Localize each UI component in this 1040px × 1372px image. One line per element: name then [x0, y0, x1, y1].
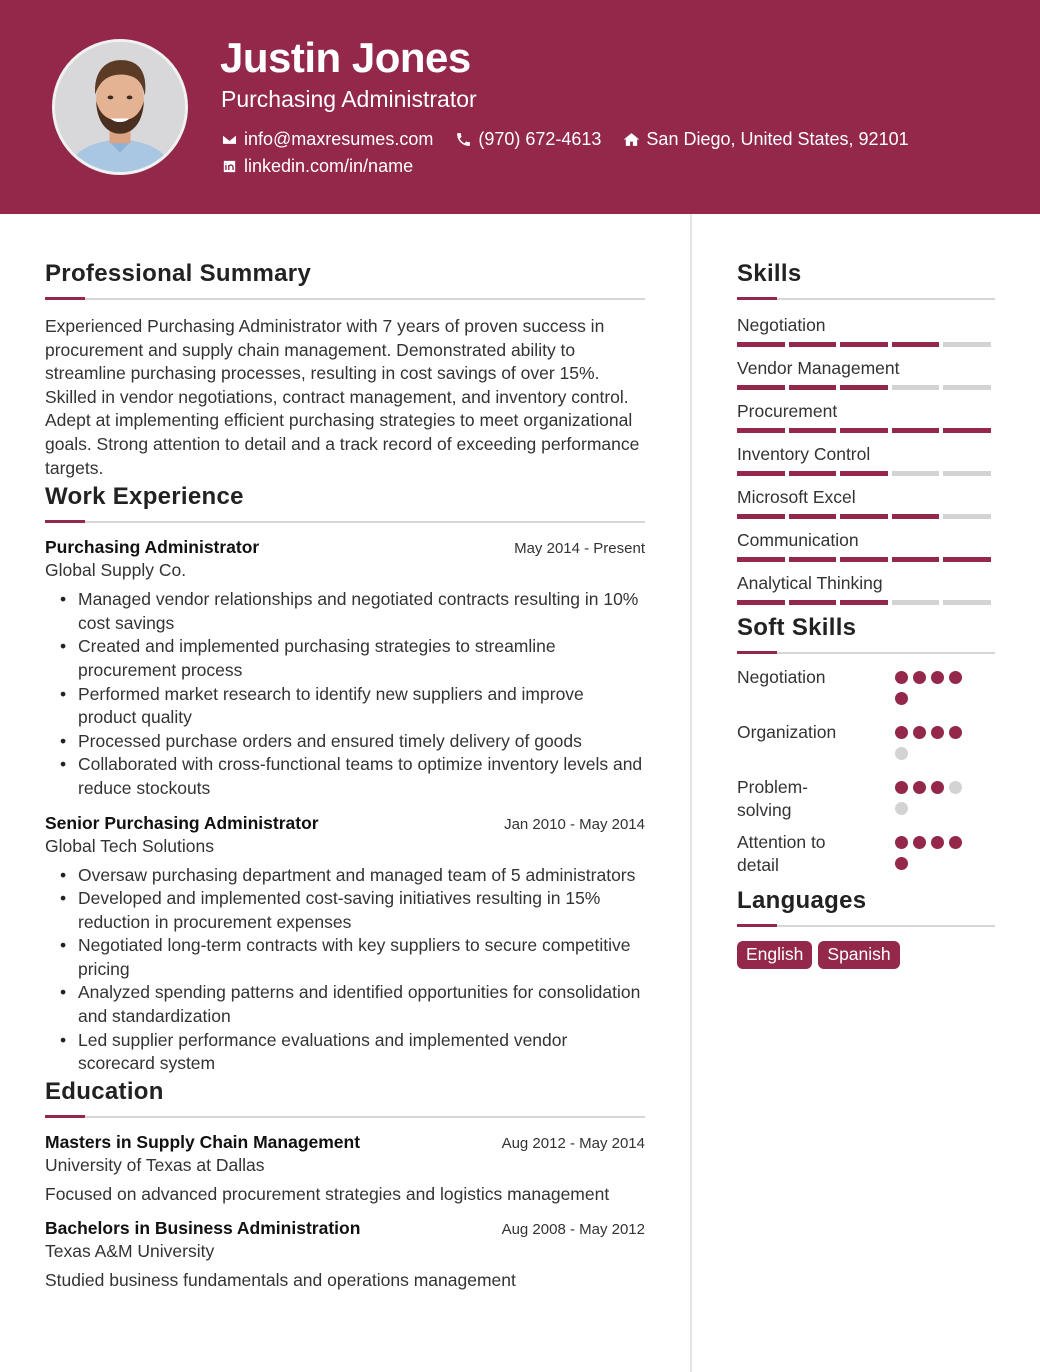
skill-level-segment — [737, 385, 785, 390]
skills-heading: Skills — [737, 260, 802, 287]
column-divider — [690, 214, 692, 1372]
language-tags — [737, 941, 995, 969]
section-rule — [45, 521, 645, 523]
skill-level-segment — [943, 471, 991, 476]
summary-text: Experienced Purchasing Administrator with 7 years of proven success in procurement and supply chain management. Demonstrated ability to streamline purchasing processes, resulting in cost savings of over 15%. Skilled in vendor negotiations, contract management, and inventory control. Adept at implementing efficient purchasing strategies to meet organizational goals. Strong attention to detail and a track record of exceeding performance targets. — [45, 316, 640, 478]
skill-level-segment — [892, 342, 940, 347]
skill-level-bar — [737, 514, 995, 519]
soft-skill-dot — [949, 836, 962, 849]
skill-level-segment — [789, 428, 837, 433]
location-text: San Diego, United States, 92101 — [646, 129, 909, 149]
skill-level-segment — [737, 557, 785, 562]
education-date: Aug 2012 - May 2014 — [501, 1134, 645, 1152]
resume-header — [0, 0, 1040, 214]
skill-level-bar — [737, 385, 995, 390]
job-bullet: • Developed and implemented cost-saving initiatives resulting in 15% reduction in procurement expenses — [78, 887, 645, 934]
job-title: Senior Purchasing Administrator — [45, 812, 319, 833]
contact-location — [623, 129, 908, 150]
skill-name: Analytical Thinking — [737, 573, 883, 593]
languages-heading: Languages — [737, 887, 867, 914]
school-name: University of Texas at Dallas — [45, 1154, 265, 1175]
soft-skill-dot — [913, 671, 926, 684]
job-bullet: • Created and implemented purchasing strategies to streamline procurement process — [78, 635, 645, 682]
skill-level-segment — [892, 471, 940, 476]
soft-skill-dots — [895, 836, 975, 878]
job-title: Purchasing Administrator — [45, 537, 260, 558]
soft-skills-list — [737, 666, 995, 878]
experience-heading: Work Experience — [45, 483, 244, 511]
soft-skill-dot — [895, 836, 908, 849]
soft-skill-dot — [949, 726, 962, 739]
skill-level-segment — [737, 342, 785, 347]
skill-level-bar — [737, 428, 995, 433]
skill-level-segment — [737, 600, 785, 605]
skill-name: Vendor Management — [737, 358, 900, 378]
soft-skill-dot — [949, 671, 962, 684]
main-column — [45, 214, 645, 1292]
job-bullet: • Negotiated long-term contracts with key suppliers to secure competitive pricing — [78, 934, 645, 981]
skill-level-segment — [892, 428, 940, 433]
soft-skill-name: Problem-solving — [737, 777, 808, 820]
soft-skill-item — [737, 666, 995, 713]
skill-level-segment — [943, 514, 991, 519]
section-rule — [45, 298, 645, 300]
skill-item — [737, 357, 995, 390]
email-text: info@maxresumes.com — [244, 129, 434, 149]
job-date: May 2014 - Present — [514, 540, 645, 558]
skills-section — [737, 259, 995, 605]
linkedin-text: linkedin.com/in/name — [244, 156, 414, 176]
soft-skill-dot — [895, 726, 908, 739]
soft-skill-item — [737, 831, 995, 878]
skill-item — [737, 443, 995, 476]
job-bullet: • Collaborated with cross-functional teams to optimize inventory levels and reduce stockouts — [78, 753, 645, 800]
skill-name: Negotiation — [737, 315, 826, 335]
section-rule — [737, 652, 995, 654]
soft-skill-dot — [931, 726, 944, 739]
experience-section — [45, 482, 645, 1076]
soft-skill-item — [737, 776, 995, 823]
sidebar-column — [737, 214, 995, 969]
contact-email[interactable] — [221, 129, 433, 150]
skill-item — [737, 529, 995, 562]
soft-skills-section — [737, 613, 995, 878]
education-entry — [45, 1218, 645, 1292]
skill-level-segment — [892, 557, 940, 562]
job-bullets — [45, 588, 645, 800]
soft-skill-name: Attention to detail — [737, 832, 826, 875]
skill-level-segment — [840, 385, 888, 390]
envelope-icon — [221, 131, 238, 148]
skill-level-segment — [943, 600, 991, 605]
section-rule — [737, 925, 995, 927]
job-header — [45, 813, 645, 834]
skill-level-segment — [840, 600, 888, 605]
soft-skill-dots — [895, 726, 975, 768]
skill-level-segment — [840, 342, 888, 347]
education-section — [45, 1077, 645, 1292]
contact-linkedin[interactable] — [221, 156, 413, 177]
soft-skill-name: Negotiation — [737, 667, 826, 687]
education-entry — [45, 1132, 645, 1206]
skill-level-segment — [892, 385, 940, 390]
soft-skill-item — [737, 721, 995, 768]
skill-level-segment — [840, 471, 888, 476]
skill-level-segment — [840, 428, 888, 433]
skill-level-segment — [737, 514, 785, 519]
contact-phone[interactable] — [455, 129, 601, 150]
soft-skill-dot — [895, 802, 908, 815]
skill-item — [737, 572, 995, 605]
job-organization: Global Tech Solutions — [45, 835, 214, 856]
soft-skill-name: Organization — [737, 722, 837, 742]
phone-icon — [455, 131, 472, 148]
soft-skill-dot — [895, 692, 908, 705]
section-rule — [45, 1116, 645, 1118]
summary-heading: Professional Summary — [45, 260, 312, 287]
soft-skill-dot — [931, 671, 944, 684]
skill-level-segment — [840, 557, 888, 562]
job-bullet: • Oversaw purchasing department and managed team of 5 administrators — [78, 864, 645, 888]
skill-item — [737, 486, 995, 519]
skill-level-bar — [737, 342, 995, 347]
contact-row — [221, 129, 931, 150]
skill-level-segment — [892, 600, 940, 605]
skill-name: Inventory Control — [737, 444, 871, 464]
job-bullet: • Led supplier performance evaluations and implemented vendor scorecard system — [78, 1029, 645, 1076]
job-date: Jan 2010 - May 2014 — [504, 815, 645, 833]
skill-level-segment — [892, 514, 940, 519]
education-header — [45, 1132, 645, 1153]
language-tag: English — [737, 941, 812, 969]
soft-skill-dot — [913, 836, 926, 849]
soft-skill-dot — [931, 836, 944, 849]
degree-title: Bachelors in Business Administration — [45, 1217, 361, 1238]
job-header — [45, 537, 645, 558]
education-description: Studied business fundamentals and operations management — [45, 1269, 516, 1290]
candidate-name: Justin Jones — [220, 34, 471, 81]
skill-level-segment — [789, 557, 837, 562]
skill-level-segment — [737, 428, 785, 433]
job-entry — [45, 813, 645, 1076]
job-organization: Global Supply Co. — [45, 560, 187, 581]
education-date: Aug 2008 - May 2012 — [501, 1220, 645, 1238]
job-bullet: • Analyzed spending patterns and identified opportunities for consolidation and standardization — [78, 981, 645, 1028]
skill-level-segment — [789, 600, 837, 605]
skill-level-segment — [943, 342, 991, 347]
section-rule — [737, 298, 995, 300]
skill-level-segment — [789, 471, 837, 476]
skill-item — [737, 314, 995, 347]
skill-name: Procurement — [737, 401, 838, 421]
education-heading: Education — [45, 1077, 164, 1105]
linkedin-icon — [221, 158, 238, 175]
skill-item — [737, 400, 995, 433]
home-icon — [623, 131, 640, 148]
job-bullets — [45, 864, 645, 1076]
soft-skill-dot — [895, 781, 908, 794]
language-tag: Spanish — [818, 941, 899, 969]
phone-text: (970) 672-4613 — [478, 129, 602, 149]
skill-name: Communication — [737, 530, 859, 550]
education-header — [45, 1218, 645, 1239]
soft-skill-dots — [895, 671, 975, 713]
skill-level-bar — [737, 557, 995, 562]
skill-level-segment — [789, 385, 837, 390]
soft-skills-heading: Soft Skills — [737, 614, 857, 641]
education-description: Focused on advanced procurement strategies and logistics management — [45, 1183, 610, 1204]
job-entry — [45, 537, 645, 800]
skills-list — [737, 314, 995, 605]
degree-title: Masters in Supply Chain Management — [45, 1131, 361, 1152]
soft-skill-dot — [949, 781, 962, 794]
skill-name: Microsoft Excel — [737, 487, 856, 507]
skill-level-segment — [943, 428, 991, 433]
skill-level-segment — [943, 557, 991, 562]
soft-skill-dots — [895, 781, 975, 823]
languages-section — [737, 886, 995, 969]
soft-skill-dot — [895, 857, 908, 870]
job-bullet: • Performed market research to identify new suppliers and improve product quality — [78, 683, 645, 730]
skill-level-segment — [840, 514, 888, 519]
school-name: Texas A&M University — [45, 1240, 215, 1261]
skill-level-segment — [737, 471, 785, 476]
candidate-title: Purchasing Administrator — [221, 86, 477, 112]
soft-skill-dot — [931, 781, 944, 794]
summary-section — [45, 259, 645, 480]
profile-photo — [52, 39, 188, 175]
job-bullet: • Managed vendor relationships and negotiated contracts resulting in 10% cost savings — [78, 588, 645, 635]
skill-level-bar — [737, 600, 995, 605]
skill-level-segment — [789, 514, 837, 519]
profile-photo-illustration — [55, 42, 185, 172]
skill-level-segment — [943, 385, 991, 390]
contact-row-linkedin — [221, 156, 435, 177]
skill-level-segment — [789, 342, 837, 347]
soft-skill-dot — [895, 671, 908, 684]
soft-skill-dot — [913, 781, 926, 794]
job-bullet: • Processed purchase orders and ensured timely delivery of goods — [78, 730, 645, 754]
soft-skill-dot — [913, 726, 926, 739]
soft-skill-dot — [895, 747, 908, 760]
skill-level-bar — [737, 471, 995, 476]
